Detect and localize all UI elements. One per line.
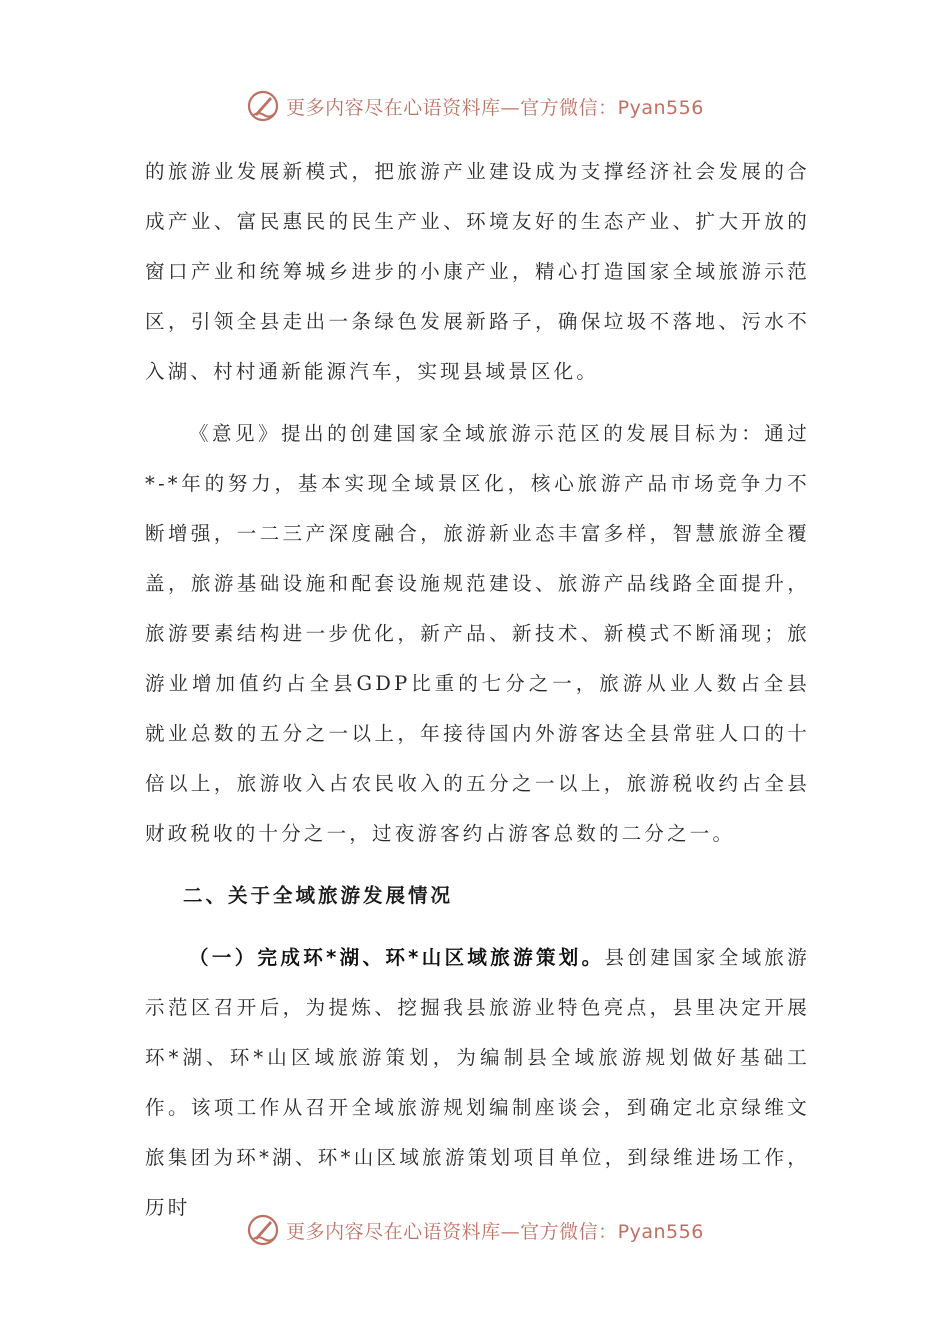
wechat-id: Pyan556	[617, 96, 704, 119]
wechat-id: Pyan556	[617, 1220, 704, 1243]
watermark-text: 更多内容尽在心语资料库—官方微信：Pyan556	[286, 96, 704, 119]
subsection-heading-1: （一）完成环*湖、环*山区域旅游策划。	[189, 946, 605, 969]
quill-seal-icon	[246, 89, 280, 123]
watermark-text: 更多内容尽在心语资料库—官方微信：Pyan556	[286, 1220, 704, 1243]
paragraph-3	[145, 933, 810, 1233]
quill-seal-icon	[246, 1213, 280, 1247]
document-body	[145, 147, 810, 1233]
section-heading-2: 二、关于全域旅游发展情况	[183, 884, 454, 907]
paragraph-3-text: 县创建国家全域旅游示范区召开后，为提炼、挖掘我县旅游业特色亮点，县里决定开展环*湖、环*山区域旅游策划，为编制县全域旅游规划做好基础工作。该项工作从召开全域旅游规划编制座谈会，到确定北京绿维文旅集团为环*湖、环*山区域旅游策划项目单位，到绿维进场工作，历时	[145, 946, 810, 1219]
watermark-banner-bottom	[0, 1210, 950, 1250]
paragraph-2: 《意见》提出的创建国家全域旅游示范区的发展目标为：通过*-*年的努力，基本实现全域景区化，核心旅游产品市场竞争力不断增强，一二三产深度融合，旅游新业态丰富多样，智慧旅游全覆盖，旅游基础设施和配套设施规范建设、旅游产品线路全面提升，旅游要素结构进一步优化，新产品、新技术、新模式不断涌现；旅游业增加值约占全县GDP比重的七分之一，旅游从业人数占全县就业总数的五分之一以上，年接待国内外游客达全县常驻人口的十倍以上，旅游收入占农民收入的五分之一以上，旅游税收约占全县财政税收的十分之一，过夜游客约占游客总数的二分之一。	[145, 422, 810, 845]
watermark-banner-top	[0, 86, 950, 126]
paragraph-1: 的旅游业发展新模式，把旅游产业建设成为支撑经济社会发展的合成产业、富民惠民的民生产业、环境友好的生态产业、扩大开放的窗口产业和统筹城乡进步的小康产业，精心打造国家全域旅游示范区，引领全县走出一条绿色发展新路子，确保垃圾不落地、污水不入湖、村村通新能源汽车，实现县域景区化。	[145, 160, 810, 383]
